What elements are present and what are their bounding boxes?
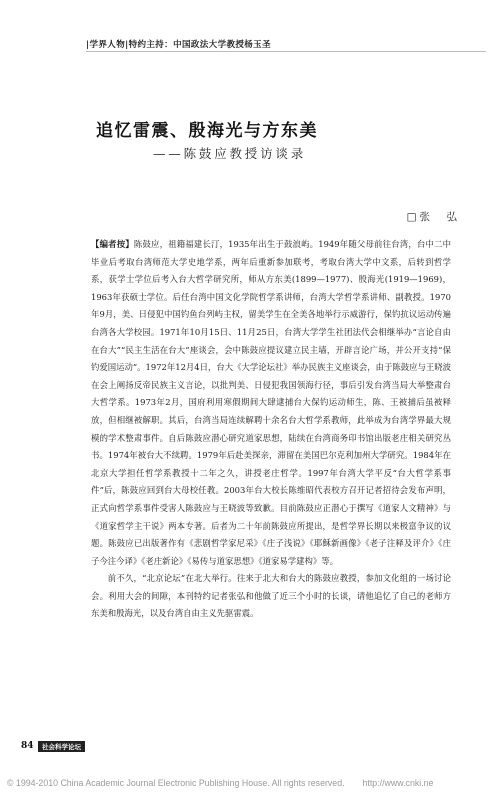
article-subtitle: ——陈鼓应教授访谈录	[153, 146, 307, 161]
editor-note-label: 【编者按】	[91, 239, 134, 249]
journal-name-badge: 社会科学论坛	[38, 741, 85, 752]
page-number: 84	[21, 741, 34, 751]
editor-note-paragraph	[91, 236, 451, 570]
footer-url-link[interactable]: http://www.cnki.ne	[362, 778, 434, 788]
editor-note-text: 陈鼓应，祖籍福建长汀，1935年出生于鼓浪屿。1949年随父母前往台湾，台中二中毕业后考取台湾师范大学史地学系，两年后重新参加联考，考取台湾大学中文系，后转到哲学系，获学士学位后考入台大哲学研究所，师从方东美(1899—1977)、殷海光(1919—1969)，1963年获硕士学位。后任台湾中国文化学院哲学系讲师，台湾大学哲学系讲师、副教授。1970年9月，美、日侵犯中国钓鱼台列屿主权，留美学生在全美各地举行示威游行，保钓抗议运动传遍台湾各大学校园。1971年10月15日、11月25日，台湾大学学生社团法代会相继举办“言论自由在台大”“民主生活在台大”座谈会，会中陈鼓应提议建立民主墙，开辟言论广场，并公开支持“保钓爱国运动”。1972年12月4日，台大《大学论坛社》举办民族主义座谈会，由于陈鼓应与王晓波在会上阐扬反帝民族主义言论，以批判美、日侵犯我国领海行径，事后引发台湾当局大举整肃台大哲学系。1973年2月，国府利用寒假期间大肆逮捕台大保钓运动师生，陈、王被捕后虽被释放，但相继被解职。其后，台湾当局连续解聘十余名台大哲学系教师，此举成为台湾学界最大规模的学术整肃事件。自后陈鼓应潜心研究道家思想，陆续在台湾商务印书馆出版老庄相关研究丛书。1974年被台大不续聘。1979年后赴美探亲，滞留在美国巴尔克利加州大学研究。1984年在北京大学担任哲学系教授十二年之久，讲授老庄哲学。1997年台湾大学平反“台大哲学系事件”后，陈鼓应回到台大母校任教。2003年台大校长陈维昭代表校方召开记者招待会发布声明，正式向哲学系事件受害人陈鼓应与王晓波等致歉。目前陈鼓应正潜心于撰写《道家人文精神》与《道家哲学主干说》两本专著。后者为二十年前陈鼓应所提出，是哲学界长期以来极富争议的议题。陈鼓应已出版著作有《悲剧哲学家尼采》《庄子浅说》《耶稣新画像》《老子注释及评介》《庄子今注今译》《老庄新论》《易传与道家思想》《道家易学建构》等。	[91, 239, 452, 566]
body-paragraph: 前不久，“北京论坛”在北大举行。往来于北大和台大的陈鼓应教授，参加文化组的一场讨论会。利用大会的间隙，本刊特约记者张弘和他做了近三个小时的长谈，请他追忆了自己的老师方东美和殷海光，以及台湾自由主义先驱雷震。	[91, 573, 451, 619]
running-head: |学界人物|特约主持：中国政法大学教授杨玉圣	[86, 40, 271, 50]
article-body	[91, 236, 451, 623]
copyright-footer	[7, 778, 433, 788]
article-author: □张 弘	[406, 211, 460, 223]
article-title: 追忆雷震、殷海光与方东美	[96, 121, 318, 141]
header-rule	[86, 51, 486, 52]
copyright-text: © 1994-2010 China Academic Journal Electronic Publishing House. All rights reserved.	[7, 778, 345, 788]
